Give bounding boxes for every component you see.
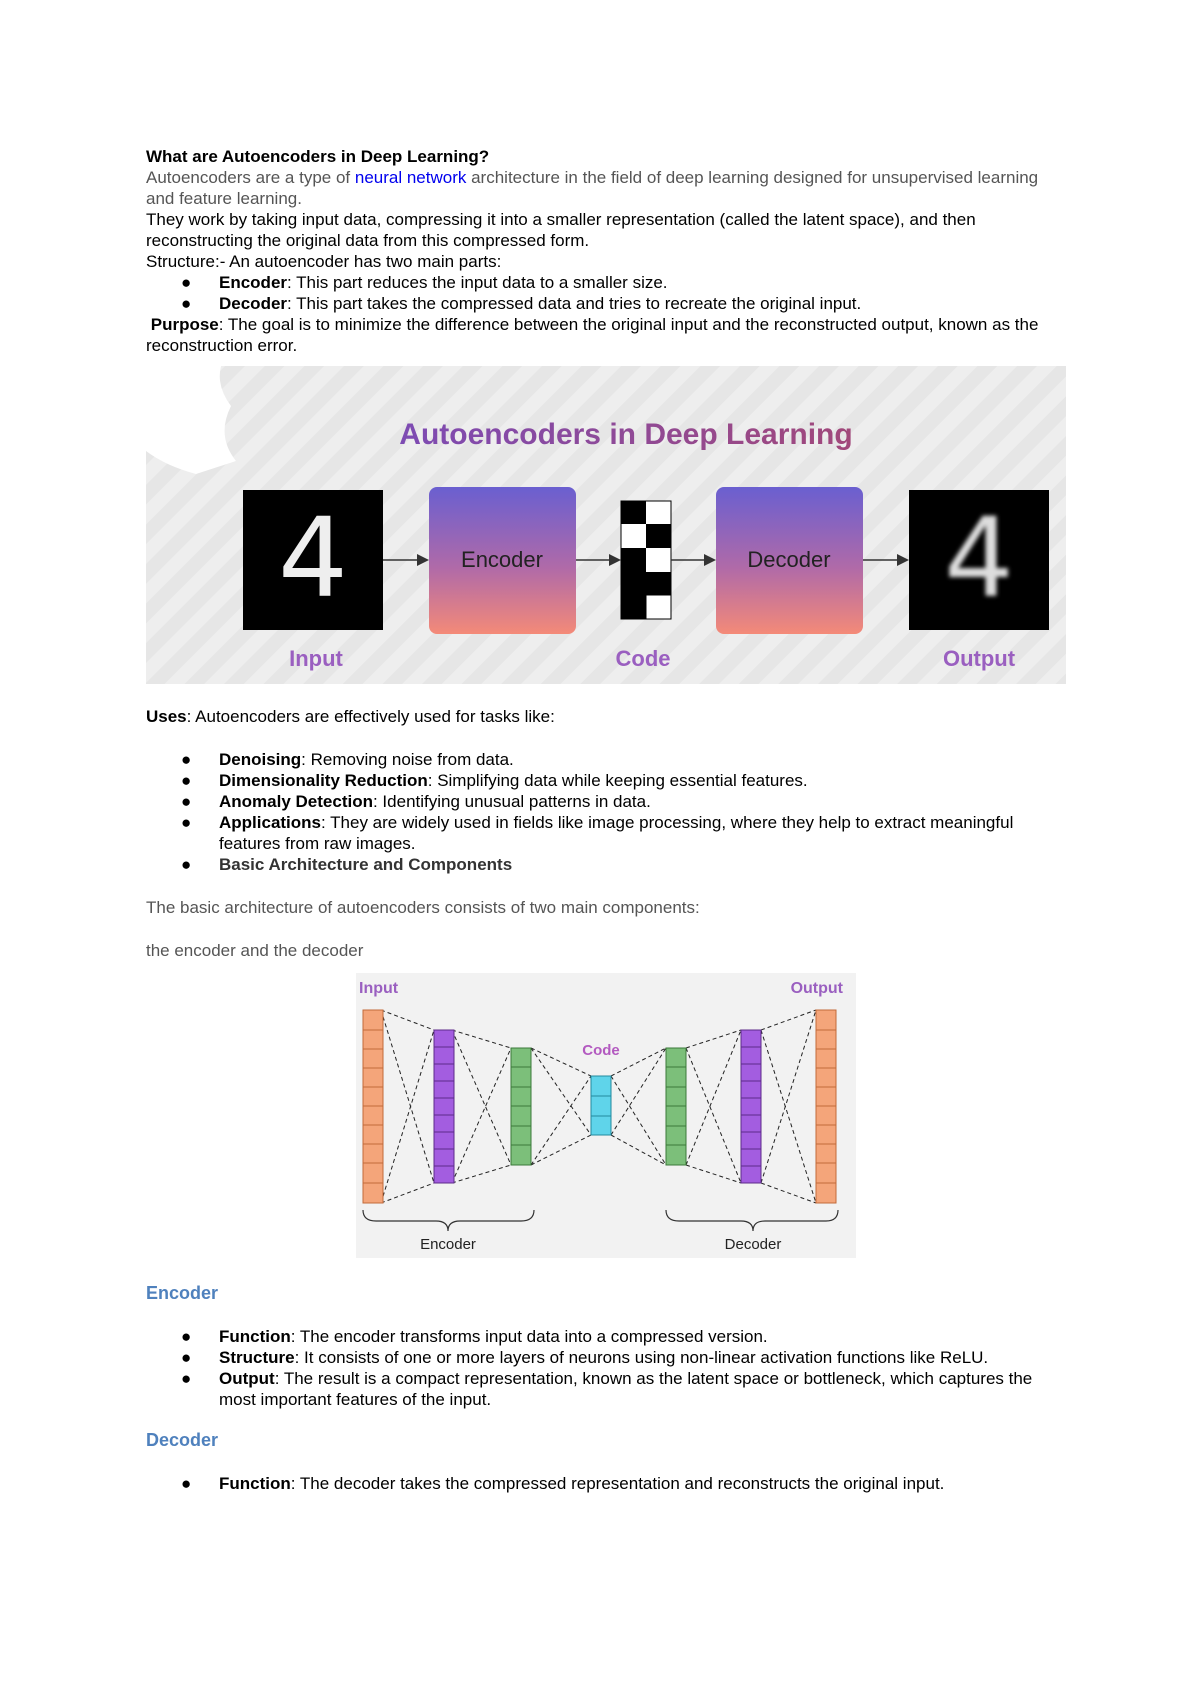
decoder-block-label: Decoder [747,547,831,572]
item-term: Basic Architecture and Components [219,855,513,874]
item-desc: : This part takes the compressed data and tries to recreate the original input. [287,294,862,313]
item-desc: : They are widely used in fields like image processing, where they help to extract meaningful features from raw images. [219,813,1014,853]
intro-paragraph [146,167,1066,209]
item-desc: : Identifying unusual patterns in data. [372,792,651,811]
uses-desc: : Autoencoders are effectively used for tasks like: [186,707,555,726]
decoder-hidden-layer-1 [666,1048,686,1165]
figure2-input-label: Input [359,980,399,997]
intro-text-1: Autoencoders are a type of [146,168,355,187]
bullet-icon: ● [181,1369,192,1388]
basic-architecture-paragraph: The basic architecture of autoencoders consists of two main components: [146,898,700,917]
intro-text-2: architecture in the field of deep learning designed for unsupervised learning and feature learning. [146,168,1039,208]
uses-paragraph [146,706,1066,727]
input-digit: 4 [278,494,348,622]
doc-title: What are Autoencoders in Deep Learning? [146,147,490,166]
output-digit: 4 [944,494,1014,622]
uses-list [146,749,1066,875]
bullet-icon: ● [181,792,192,811]
purpose-term: Purpose [150,315,219,334]
bullet-icon: ● [181,1348,192,1367]
list-item [146,854,1066,875]
figure2-wrapper [146,973,1066,1263]
input-layer [363,1010,383,1203]
document-page [146,146,1066,1494]
list-item [146,1347,1066,1368]
work-paragraph: They work by taking input data, compressing it into a smaller representation (called the latent space), and then reconstructing the original data from this compressed form. [146,210,976,250]
decoder-hidden-layer-2 [741,1030,761,1183]
bullet-icon: ● [181,771,192,790]
encoder-hidden-layer-1 [434,1030,454,1183]
item-term: Function [219,1474,291,1493]
list-item [146,1326,1066,1347]
list-item [146,1368,1066,1410]
bullet-icon: ● [181,273,192,292]
bullet-icon: ● [181,1327,192,1346]
list-item [146,293,1066,314]
item-term: Decoder [219,294,288,313]
item-term: Structure [219,1348,295,1367]
bullet-icon: ● [181,294,192,313]
item-term: Anomaly Detection [219,792,373,811]
bullet-icon: ● [181,813,192,832]
purpose-desc: : The goal is to minimize the difference between the original input and the reconstructed output, known as the reconstruction error. [146,315,1039,355]
bullet-icon: ● [181,1474,192,1493]
item-term: Function [219,1327,291,1346]
item-term: Encoder [219,273,288,292]
purpose-paragraph [146,314,1066,356]
bullet-icon: ● [181,855,192,874]
code-label: Code [615,646,671,671]
autoencoder-architecture-figure [356,973,856,1258]
figure2-output-label: Output [790,980,843,997]
encoder-block-label: Encoder [461,547,543,572]
list-item [146,812,1066,854]
item-desc: : It consists of one or more layers of neurons using non-linear activation functions like ReLU. [294,1348,989,1367]
code-pattern [621,501,671,619]
figure2-decoder-label: Decoder [724,1236,782,1253]
list-item [146,749,1066,770]
item-term: Denoising [219,750,302,769]
item-desc: : The result is a compact representation, known as the latent space or bottleneck, which captures the most important features of the input. [219,1369,1033,1409]
structure-list [146,272,1066,314]
item-desc: : Simplifying data while keeping essential features. [427,771,808,790]
autoencoder-overview-figure [146,366,1066,684]
item-desc: : Removing noise from data. [301,750,514,769]
list-item [146,1473,1066,1494]
decoder-list [146,1473,1066,1494]
decoder-heading: Decoder [146,1430,219,1450]
list-item [146,791,1066,812]
encoder-hidden-layer-2 [511,1048,531,1165]
code-layer [591,1076,611,1135]
figure2-encoder-label: Encoder [420,1236,476,1253]
item-term: Output [219,1369,275,1388]
figure1-title: Autoencoders in Deep Learning [399,418,853,451]
item-term: Dimensionality Reduction [219,771,428,790]
item-term: Applications [219,813,322,832]
list-item [146,770,1066,791]
input-label: Input [289,646,343,671]
neural-network-link[interactable]: neural network [354,168,467,187]
bullet-icon: ● [181,750,192,769]
output-layer [816,1010,836,1203]
item-desc: : This part reduces the input data to a smaller size. [287,273,668,292]
encoder-heading: Encoder [146,1283,219,1303]
encoder-list [146,1326,1066,1410]
item-desc: : The decoder takes the compressed representation and reconstructs the original input. [290,1474,945,1493]
structure-line: Structure:- An autoencoder has two main parts: [146,252,502,271]
list-item [146,272,1066,293]
output-label: Output [942,646,1016,671]
encoder-decoder-line: the encoder and the decoder [146,941,364,960]
uses-term: Uses [146,707,187,726]
item-desc: : The encoder transforms input data into a compressed version. [290,1327,768,1346]
figure2-code-label: Code [582,1042,620,1059]
